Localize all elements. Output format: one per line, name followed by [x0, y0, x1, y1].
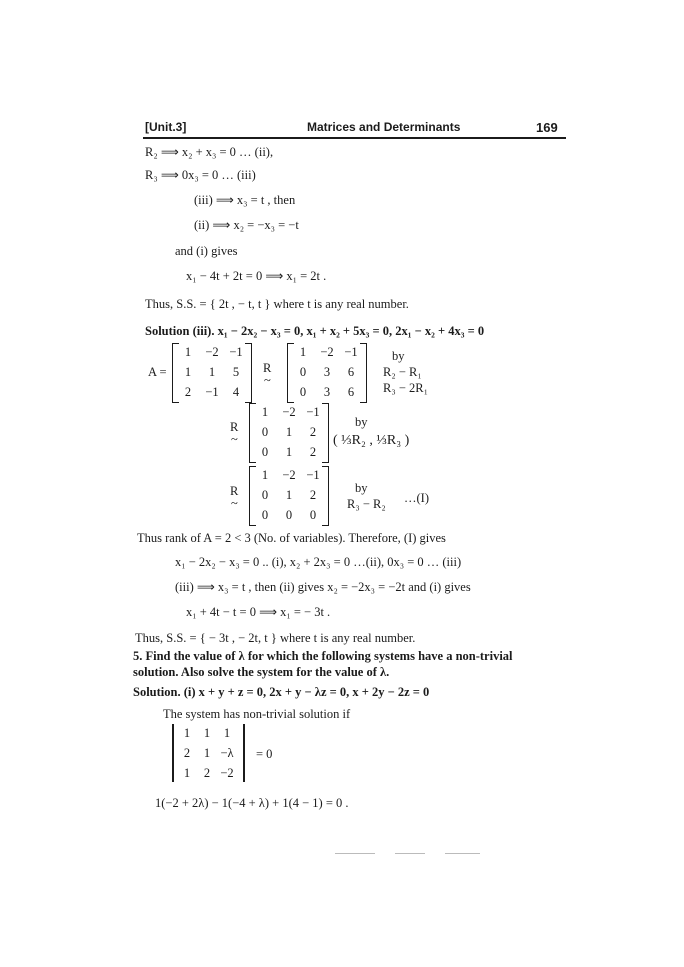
- m2-21: 0: [261, 425, 269, 439]
- matrix-2-right-bracket: [322, 403, 329, 463]
- d-32: 2: [203, 766, 211, 780]
- line-expansion: 1(−2 + 2λ) − 1(−4 + λ) + 1(4 − 1) = 0 .: [155, 796, 349, 810]
- d-13: 1: [223, 726, 231, 740]
- a-21: 1: [184, 365, 192, 379]
- d-12: 1: [203, 726, 211, 740]
- question-5-cont: solution. Also solve the system for the value of λ.: [133, 665, 390, 679]
- d-33: −2: [220, 766, 234, 780]
- m1-22: 3: [323, 365, 331, 379]
- matrix-3-right-bracket: [322, 466, 329, 526]
- row-equiv-r-3: R: [230, 484, 239, 498]
- line-rank: Thus rank of A = 2 < 3 (No. of variables). Therefore, (I) gives: [137, 531, 446, 545]
- line-iii-2: (iii) ⟹ x₃ = t , then (ii) gives x₂ = −2x₃ = −2t and (i) gives: [175, 580, 471, 594]
- d-22: 1: [203, 746, 211, 760]
- m2-12: −2: [282, 405, 296, 419]
- row-equiv-r-1: R: [263, 361, 272, 375]
- bleed-mark-1: [335, 853, 375, 854]
- line-ss2: Thus, S.S. = { − 3t , − 2t, t } where t is any real number.: [135, 631, 416, 645]
- m2-33: 2: [309, 445, 317, 459]
- op3-r3: R₃ − R₂: [347, 497, 386, 511]
- matrix-1-right-bracket: [360, 343, 367, 403]
- line-nontrivial: The system has non-trivial solution if: [163, 707, 351, 721]
- m3-12: −2: [282, 468, 296, 482]
- row-equiv-tilde-1: ~: [264, 373, 271, 387]
- header-title: Matrices and Determinants: [307, 120, 461, 134]
- m3-31: 0: [261, 508, 269, 522]
- op3-by: by: [355, 481, 368, 495]
- bleed-mark-3: [445, 853, 480, 854]
- a-22: 1: [208, 365, 216, 379]
- m1-21: 0: [299, 365, 307, 379]
- m2-23: 2: [309, 425, 317, 439]
- a-13: −1: [229, 345, 243, 359]
- m3-13: −1: [306, 468, 320, 482]
- m3-11: 1: [261, 468, 269, 482]
- page-number: 169: [536, 120, 558, 135]
- m1-11: 1: [299, 345, 307, 359]
- det-left-bar: [172, 724, 174, 782]
- op2-ops: ( ⅓R₂ , ⅓R₃ ): [333, 433, 410, 448]
- line-and-i: and (i) gives: [175, 244, 238, 258]
- m3-22: 1: [285, 488, 293, 502]
- d-31: 1: [183, 766, 191, 780]
- op1-by: by: [392, 349, 405, 363]
- row-equiv-tilde-2: ~: [231, 432, 238, 446]
- matrix-a-label: A =: [148, 365, 167, 379]
- row-equiv-tilde-3: ~: [231, 496, 238, 510]
- line-ii: (ii) ⟹ x₂ = −x₃ = −t: [194, 218, 299, 232]
- d-23: −λ: [220, 746, 234, 760]
- op1-r2: R₂ − R₁: [383, 365, 422, 379]
- m2-22: 1: [285, 425, 293, 439]
- d-21: 2: [183, 746, 191, 760]
- header-rule: [143, 137, 566, 139]
- op3-eqref: …(I): [404, 491, 429, 505]
- m1-31: 0: [299, 385, 307, 399]
- line-iii: (iii) ⟹ x₃ = t , then: [194, 193, 296, 207]
- m1-23: 6: [347, 365, 355, 379]
- det-equals-zero: = 0: [256, 747, 273, 761]
- m1-32: 3: [323, 385, 331, 399]
- line-eqs: x₁ − 2x₂ − x₃ = 0 .. (i), x₂ + 2x₃ = 0 …(ii), 0x₃ = 0 … (iii): [175, 555, 462, 569]
- a-33: 4: [232, 385, 240, 399]
- m1-33: 6: [347, 385, 355, 399]
- line-r2: R₂ ⟹ x₂ + x₃ = 0 … (ii),: [145, 145, 274, 159]
- a-23: 5: [232, 365, 240, 379]
- matrix-a-right-bracket: [245, 343, 252, 403]
- m3-33: 0: [309, 508, 317, 522]
- d-11: 1: [183, 726, 191, 740]
- line-ss1: Thus, S.S. = { 2t , − t, t } where t is any real number.: [145, 297, 409, 311]
- m2-13: −1: [306, 405, 320, 419]
- line-r3: R₃ ⟹ 0x₃ = 0 … (iii): [145, 168, 256, 182]
- op1-r3: R₃ − 2R₁: [383, 381, 428, 395]
- row-equiv-r-2: R: [230, 420, 239, 434]
- a-11: 1: [184, 345, 192, 359]
- a-12: −2: [205, 345, 219, 359]
- m3-23: 2: [309, 488, 317, 502]
- a-31: 2: [184, 385, 192, 399]
- m2-32: 1: [285, 445, 293, 459]
- m1-13: −1: [344, 345, 358, 359]
- a-32: −1: [205, 385, 219, 399]
- det-right-bar: [243, 724, 245, 782]
- bleed-mark-2: [395, 853, 425, 854]
- solution-i-heading: Solution. (i) x + y + z = 0, 2x + y − λz = 0, x + 2y − 2z = 0: [133, 685, 430, 699]
- m3-21: 0: [261, 488, 269, 502]
- line-x1-2: x₁ + 4t − t = 0 ⟹ x₁ = − 3t .: [186, 605, 331, 619]
- solution-iii-heading: Solution (iii). x₁ − 2x₂ − x₃ = 0, x₁ + x₂ + 5x₃ = 0, 2x₁ − x₂ + 4x₃ = 0: [145, 324, 485, 338]
- m1-12: −2: [320, 345, 334, 359]
- line-x1: x₁ − 4t + 2t = 0 ⟹ x₁ = 2t .: [186, 269, 327, 283]
- m2-11: 1: [261, 405, 269, 419]
- m3-32: 0: [285, 508, 293, 522]
- header-unit: [Unit.3]: [145, 120, 187, 134]
- m2-31: 0: [261, 445, 269, 459]
- op2-by: by: [355, 415, 368, 429]
- question-5: 5. Find the value of λ for which the following systems have a non-trivial: [133, 649, 513, 663]
